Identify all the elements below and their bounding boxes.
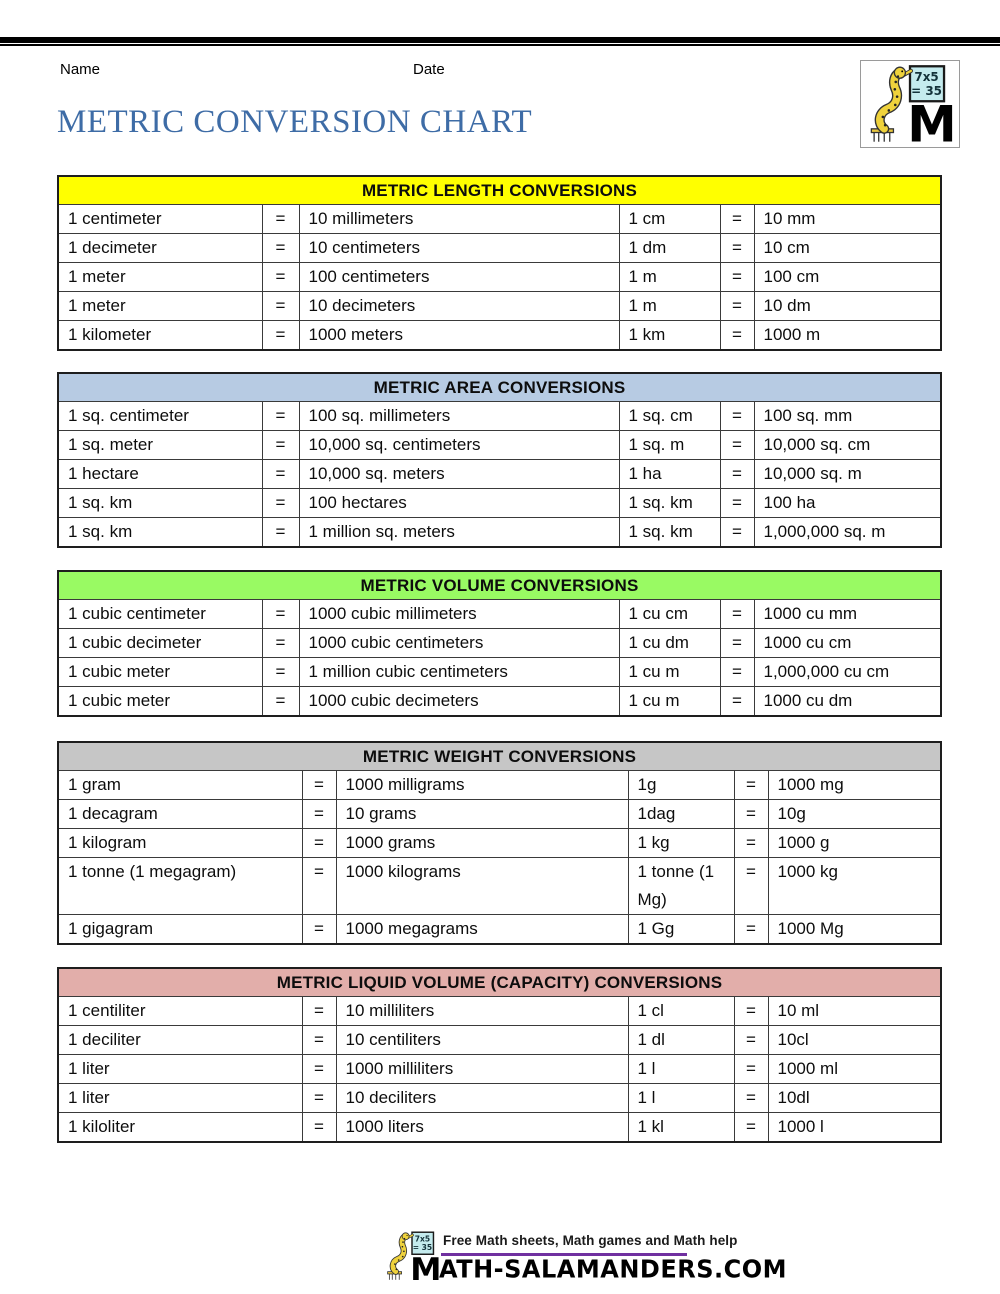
page-top-rule	[0, 37, 1000, 46]
value-cell: 1 cm	[619, 205, 720, 234]
value-cell: 1,000,000 sq. m	[754, 518, 941, 548]
value-cell: 10 grams	[336, 800, 628, 829]
equals-cell: =	[734, 771, 768, 800]
equals-cell: =	[262, 600, 299, 629]
table-row	[58, 600, 941, 629]
value-cell: 1 Gg	[628, 915, 734, 945]
equals-cell: =	[262, 687, 299, 717]
equals-cell: =	[720, 460, 754, 489]
value-cell: 1 sq. centimeter	[58, 402, 262, 431]
salamander-logo	[864, 64, 956, 144]
value-cell: 1 cu cm	[619, 600, 720, 629]
table-row	[58, 1055, 941, 1084]
value-cell: 100 hectares	[299, 489, 619, 518]
equals-cell: =	[734, 800, 768, 829]
value-cell: 1 cu m	[619, 687, 720, 717]
equals-cell: =	[262, 431, 299, 460]
equals-cell: =	[720, 687, 754, 717]
table-row	[58, 915, 941, 945]
page-title: METRIC CONVERSION CHART	[57, 104, 533, 140]
table-row	[58, 997, 941, 1026]
value-cell: 1000 liters	[336, 1113, 628, 1143]
equals-cell: =	[734, 1084, 768, 1113]
value-cell: 1000 cu dm	[754, 687, 941, 717]
equals-cell: =	[302, 771, 336, 800]
table-title: METRIC WEIGHT CONVERSIONS	[58, 742, 941, 771]
table-row	[58, 771, 941, 800]
value-cell: 1 cubic meter	[58, 687, 262, 717]
value-cell: 1 l	[628, 1084, 734, 1113]
footer-tagline: Free Math sheets, Math games and Math help	[443, 1233, 738, 1248]
equals-cell: =	[720, 658, 754, 687]
equals-cell: =	[302, 1055, 336, 1084]
weight-conversions-table	[57, 741, 942, 945]
value-cell: 10cl	[768, 1026, 941, 1055]
table-row	[58, 687, 941, 717]
equals-cell: =	[262, 658, 299, 687]
value-cell: 10 cm	[754, 234, 941, 263]
equals-cell: =	[302, 1084, 336, 1113]
value-cell: 1000 cu mm	[754, 600, 941, 629]
value-cell: 1 centiliter	[58, 997, 302, 1026]
value-cell: 10 milliliters	[336, 997, 628, 1026]
date-label: Date	[413, 61, 445, 78]
value-cell: 1000 kilograms	[336, 858, 628, 915]
value-cell: 1 cl	[628, 997, 734, 1026]
table-row	[58, 1084, 941, 1113]
value-cell: 10,000 sq. cm	[754, 431, 941, 460]
value-cell: 1 deciliter	[58, 1026, 302, 1055]
value-cell: 1 cu m	[619, 658, 720, 687]
value-cell: 1 decagram	[58, 800, 302, 829]
salamander-logo-box	[860, 60, 960, 148]
table-row	[58, 858, 941, 915]
value-cell: 10,000 sq. m	[754, 460, 941, 489]
equals-cell: =	[720, 263, 754, 292]
equals-cell: =	[262, 234, 299, 263]
equals-cell: =	[720, 629, 754, 658]
equals-cell: =	[720, 518, 754, 548]
table-row	[58, 829, 941, 858]
equals-cell: =	[720, 321, 754, 351]
table-row	[58, 658, 941, 687]
value-cell: 1 meter	[58, 292, 262, 321]
value-cell: 1 tonne (1 megagram)	[58, 858, 302, 915]
value-cell: 1000 g	[768, 829, 941, 858]
length-conversions-table	[57, 175, 942, 351]
equals-cell: =	[720, 402, 754, 431]
table-row	[58, 1113, 941, 1143]
equals-cell: =	[302, 915, 336, 945]
value-cell: 10g	[768, 800, 941, 829]
value-cell: 100 ha	[754, 489, 941, 518]
equals-cell: =	[734, 1026, 768, 1055]
equals-cell: =	[720, 600, 754, 629]
value-cell: 1g	[628, 771, 734, 800]
equals-cell: =	[734, 1055, 768, 1084]
table-row	[58, 321, 941, 351]
value-cell: 1000 cubic decimeters	[299, 687, 619, 717]
value-cell: 1000 cubic millimeters	[299, 600, 619, 629]
equals-cell: =	[302, 997, 336, 1026]
value-cell: 100 sq. millimeters	[299, 402, 619, 431]
table-row	[58, 292, 941, 321]
value-cell: 1 sq. meter	[58, 431, 262, 460]
value-cell: 1 l	[628, 1055, 734, 1084]
value-cell: 1 cubic meter	[58, 658, 262, 687]
footer	[383, 1224, 787, 1290]
value-cell: 1 kiloliter	[58, 1113, 302, 1143]
equals-cell: =	[302, 1026, 336, 1055]
value-cell: 10 mm	[754, 205, 941, 234]
value-cell: 1 centimeter	[58, 205, 262, 234]
value-cell: 1 gigagram	[58, 915, 302, 945]
value-cell: 10 dm	[754, 292, 941, 321]
table-row	[58, 263, 941, 292]
value-cell: 10dl	[768, 1084, 941, 1113]
equals-cell: =	[262, 460, 299, 489]
value-cell: 1 million sq. meters	[299, 518, 619, 548]
value-cell: 1 cu dm	[619, 629, 720, 658]
value-cell: 100 cm	[754, 263, 941, 292]
value-cell: 1000 grams	[336, 829, 628, 858]
table-row	[58, 402, 941, 431]
value-cell: 1 dm	[619, 234, 720, 263]
table-row	[58, 629, 941, 658]
value-cell: 1000 cu cm	[754, 629, 941, 658]
value-cell: 1000 kg	[768, 858, 941, 915]
value-cell: 1 sq. km	[58, 518, 262, 548]
table-row	[58, 800, 941, 829]
value-cell: 1000 m	[754, 321, 941, 351]
value-cell: 1 cubic decimeter	[58, 629, 262, 658]
equals-cell: =	[262, 205, 299, 234]
value-cell: 1dag	[628, 800, 734, 829]
table-title: METRIC AREA CONVERSIONS	[58, 373, 941, 402]
value-cell: 1 sq. m	[619, 431, 720, 460]
equals-cell: =	[262, 402, 299, 431]
value-cell: 1 sq. km	[619, 518, 720, 548]
value-cell: 1 m	[619, 263, 720, 292]
value-cell: 1 million cubic centimeters	[299, 658, 619, 687]
value-cell: 1000 cubic centimeters	[299, 629, 619, 658]
value-cell: 1 dl	[628, 1026, 734, 1055]
value-cell: 1 kl	[628, 1113, 734, 1143]
name-label: Name	[60, 61, 101, 78]
value-cell: 10,000 sq. centimeters	[299, 431, 619, 460]
value-cell: 1000 mg	[768, 771, 941, 800]
value-cell: 1000 l	[768, 1113, 941, 1143]
equals-cell: =	[720, 205, 754, 234]
equals-cell: =	[262, 489, 299, 518]
equals-cell: =	[302, 800, 336, 829]
value-cell: 1000 meters	[299, 321, 619, 351]
equals-cell: =	[734, 858, 768, 915]
value-cell: 10 millimeters	[299, 205, 619, 234]
value-cell: 1 liter	[58, 1084, 302, 1113]
liquid-volume-conversions-table	[57, 967, 942, 1143]
value-cell: 1 liter	[58, 1055, 302, 1084]
value-cell: 1 kilometer	[58, 321, 262, 351]
value-cell: 1 ha	[619, 460, 720, 489]
value-cell: 10 centiliters	[336, 1026, 628, 1055]
value-cell: 1 meter	[58, 263, 262, 292]
equals-cell: =	[734, 829, 768, 858]
value-cell: 1 sq. cm	[619, 402, 720, 431]
value-cell: 1 kilogram	[58, 829, 302, 858]
table-row	[58, 431, 941, 460]
equals-cell: =	[302, 829, 336, 858]
table-row	[58, 518, 941, 548]
value-cell: 10,000 sq. meters	[299, 460, 619, 489]
table-row	[58, 205, 941, 234]
equals-cell: =	[262, 321, 299, 351]
equals-cell: =	[720, 489, 754, 518]
footer-salamander-logo	[383, 1230, 441, 1282]
equals-cell: =	[262, 263, 299, 292]
equals-cell: =	[302, 858, 336, 915]
value-cell: 1 sq. km	[619, 489, 720, 518]
table-row	[58, 460, 941, 489]
equals-cell: =	[734, 1113, 768, 1143]
equals-cell: =	[720, 234, 754, 263]
equals-cell: =	[720, 292, 754, 321]
value-cell: 1 cubic centimeter	[58, 600, 262, 629]
area-conversions-table	[57, 372, 942, 548]
value-cell: 1 km	[619, 321, 720, 351]
volume-conversions-table	[57, 570, 942, 717]
value-cell: 1,000,000 cu cm	[754, 658, 941, 687]
equals-cell: =	[262, 292, 299, 321]
value-cell: 1 m	[619, 292, 720, 321]
table-row	[58, 234, 941, 263]
table-title: METRIC LIQUID VOLUME (CAPACITY) CONVERSIONS	[58, 968, 941, 997]
equals-cell: =	[720, 431, 754, 460]
value-cell: 1000 milligrams	[336, 771, 628, 800]
equals-cell: =	[734, 915, 768, 945]
table-row	[58, 1026, 941, 1055]
equals-cell: =	[734, 997, 768, 1026]
value-cell: 1000 megagrams	[336, 915, 628, 945]
value-cell: 10 deciliters	[336, 1084, 628, 1113]
equals-cell: =	[262, 518, 299, 548]
value-cell: 100 centimeters	[299, 263, 619, 292]
value-cell: 10 ml	[768, 997, 941, 1026]
footer-site-name: ATH-SALAMANDERS.COM	[439, 1254, 787, 1284]
value-cell: 1 tonne (1 Mg)	[628, 858, 734, 915]
value-cell: 1000 Mg	[768, 915, 941, 945]
value-cell: 1 decimeter	[58, 234, 262, 263]
value-cell: 1000 milliliters	[336, 1055, 628, 1084]
table-row	[58, 489, 941, 518]
value-cell: 100 sq. mm	[754, 402, 941, 431]
table-title: METRIC VOLUME CONVERSIONS	[58, 571, 941, 600]
table-title: METRIC LENGTH CONVERSIONS	[58, 176, 941, 205]
equals-cell: =	[302, 1113, 336, 1143]
value-cell: 1 sq. km	[58, 489, 262, 518]
value-cell: 1 gram	[58, 771, 302, 800]
equals-cell: =	[262, 629, 299, 658]
value-cell: 1 hectare	[58, 460, 262, 489]
value-cell: 1 kg	[628, 829, 734, 858]
value-cell: 1000 ml	[768, 1055, 941, 1084]
value-cell: 10 decimeters	[299, 292, 619, 321]
value-cell: 10 centimeters	[299, 234, 619, 263]
